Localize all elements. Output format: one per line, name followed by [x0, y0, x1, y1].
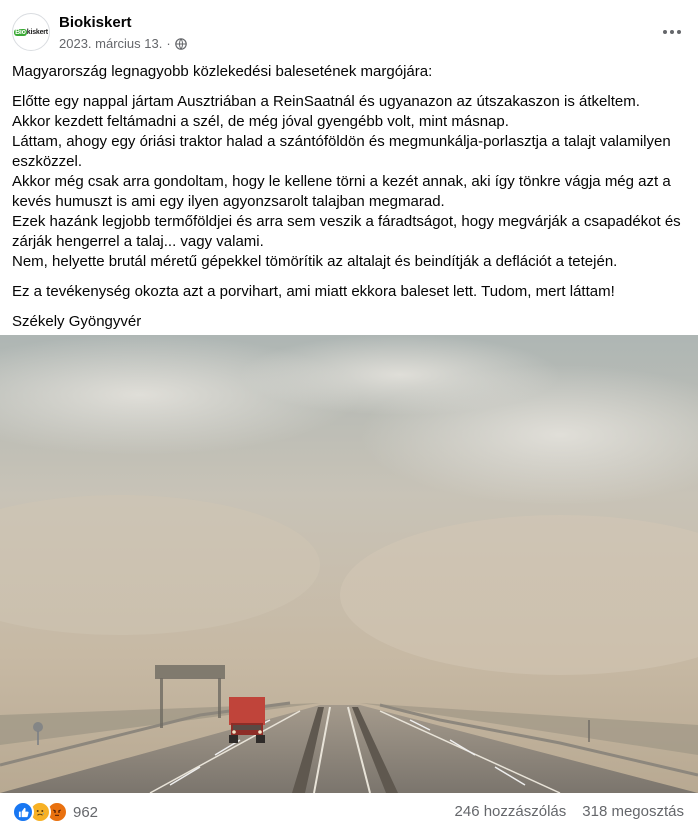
- post-paragraph: Magyarország legnagyobb közlekedési balesetének margójára:: [12, 63, 433, 80]
- reactions-summary[interactable]: [12, 801, 98, 823]
- brand-logo: Biokiskert: [15, 28, 48, 36]
- post-paragraph: Székely Gyöngyvér: [12, 313, 142, 330]
- paragraph-gap: [12, 82, 690, 92]
- comment-count[interactable]: 246 hozzászólás: [454, 803, 567, 820]
- meta-separator: ·: [166, 36, 171, 51]
- post-photo[interactable]: [0, 335, 698, 793]
- post-text: [12, 62, 690, 332]
- post-paragraph: Akkor még csak arra gondoltam, hogy le kellene törni a kezét annak, aki így tönkre vágja még azt a kevés humuszt is ami egy ilyen agyonzsarolt talajban megmarad.: [12, 173, 671, 210]
- engagement-stats: [455, 803, 684, 820]
- page-name[interactable]: Biokiskert: [59, 14, 132, 31]
- post-paragraph: Láttam, ahogy egy óriási traktor halad a szántóföldön és megmunkálja-porlasztja a talajt valamilyen eszközzel.: [12, 133, 671, 170]
- post-paragraph: Ezek hazánk legjobb termőföldjei és arra sem veszik a fáradtságot, hogy megvárják a csapadékot és zárják hengerrel a talaj... vagy valami.: [12, 213, 681, 250]
- dust-storm-highway-image: [0, 335, 698, 793]
- globe-icon: [175, 38, 187, 50]
- post-header: [0, 0, 698, 64]
- post-paragraph: Akkor kezdett feltámadni a szél, de még jóval gyengébb volt, mint másnap.: [12, 113, 509, 130]
- post-paragraph: Ez a tevékenység okozta azt a porvihart, ami miatt ekkora baleset lett. Tudom, mert láttam!: [12, 283, 615, 300]
- reaction-count[interactable]: 962: [73, 803, 99, 821]
- post-paragraph: Előtte egy nappal jártam Ausztriában a ReinSaatnál és ugyanazon az útszakaszon is átkeltem.: [12, 93, 640, 110]
- post-meta: [59, 36, 187, 51]
- post-footer: [0, 795, 698, 829]
- paragraph-gap: [12, 302, 690, 312]
- more-options-icon[interactable]: [660, 20, 684, 44]
- paragraph-gap: [12, 272, 690, 282]
- share-count[interactable]: 318 megosztás: [582, 803, 684, 820]
- post-paragraph: Nem, helyette brutál méretű gépekkel tömörítik az altalajt és beindítják a deflációt a tetején.: [12, 253, 618, 270]
- like-icon: [12, 801, 34, 823]
- post-date[interactable]: 2023. március 13.: [59, 36, 163, 51]
- page-avatar[interactable]: [12, 13, 50, 51]
